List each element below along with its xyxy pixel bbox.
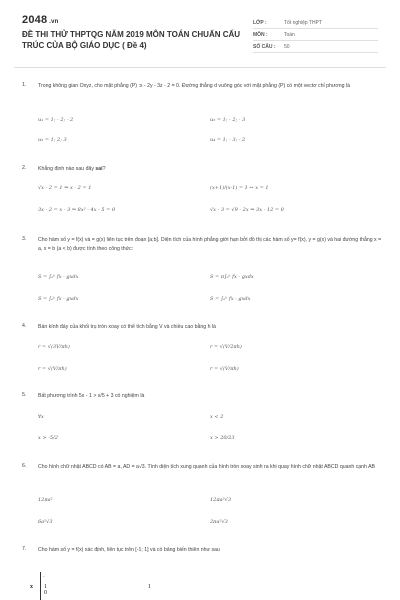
answer-c[interactable]: S = ∫ₐᵇ fx - gxdx [38,296,79,302]
question-3 [22,236,382,254]
question-2 [22,165,382,174]
meta-value: Tốt nghiệp THPT [284,19,322,26]
answer-a[interactable]: ∀x [38,414,44,420]
question-number: 6. [22,463,27,469]
answer-d[interactable]: S = ∫ₐᵇ fx - gxdx [210,296,251,302]
table-divider [40,572,41,600]
question-4 [22,323,382,332]
answer-b[interactable]: (x+1)/(x-1) = 1 ↔ x = 1 [210,185,269,191]
answer-b[interactable]: u₂ = 1; - 2; - 3 [210,117,246,123]
answer-d[interactable]: r = √(V/πh) [210,366,239,372]
question-number: 7. [22,546,27,552]
answer-c[interactable]: 3x - 2 = x - 3 ⇒ 8x² - 4x - 5 = 0 [38,207,116,213]
question-emphasis: sai [95,166,103,172]
question-number: 1. [22,82,27,88]
question-number: 5. [22,392,27,398]
question-text: Cho hàm số y = f(x) và = g(x) liên tục trên đoạn [a;b]. Diện tích của hình phẳng giới hạn bởi đồ thị các hàm số y= f(x), y = g(x) và hai đường thẳng x = a, x = b (a < b) được tính theo công thức: [38,237,382,252]
table-x-label: x [30,584,33,590]
question-text: Trong không gian Oxyz, cho mặt phẳng (P) :x - 2y - 3z - 2 = 0. Đường thẳng d vuông góc với mặt phẳng (P) có một vectơ chỉ phương là [38,83,351,89]
question-text: Cho hình chữ nhật ABCD có AB = a, AD = a√3. Tính diện tích xung quanh của hình tròn xoay sinh ra khi quay hình chữ nhật ABCD quanh cạnh AB [38,464,376,470]
table-dash: - [43,574,45,579]
answer-a[interactable]: r = √(3V/πh) [38,344,70,350]
answer-a[interactable]: 12πa² [38,497,53,503]
meta-label: MÔN : [253,31,268,38]
question-text: Cho hàm số y = f(x) xác định, liên tục trên [-1; 1] và có bảng biến thiên như sau [38,547,220,553]
meta-class-row [253,17,378,29]
exam-title: ĐỀ THI THỬ THPTQG NĂM 2019 MÔN TOÁN CHUẨN CẤU TRÚC CỦA BỘ GIÁO DỤC ( Đề 4) [22,30,241,50]
meta-label: LỚP : [253,19,267,26]
question-1 [22,82,382,91]
table-value: 1 0 [44,584,47,596]
meta-subject-row [253,29,378,41]
question-7 [22,546,382,555]
answer-c[interactable]: x > -5/2 [38,435,58,441]
question-5 [22,392,382,401]
answer-d[interactable]: u₄ = 1; - 3; - 2 [210,137,246,143]
question-text: Bất phương trình 5x - 1 > x/5 + 3 có nghiệm là [38,393,145,399]
question-text-end: ? [102,166,106,172]
meta-count-row [253,41,378,53]
question-6 [22,463,382,472]
answer-b[interactable]: 12πa²√3 [210,497,232,503]
question-text: Bán kính đáy của khối trụ tròn xoay có thể tích bằng V và chiều cao bằng h là [38,324,216,330]
answer-b[interactable]: S = π∫ₐᵇ fx - gxdx [210,274,254,280]
question-text: Khẳng định nào sau đây [38,166,96,172]
logo-text: 2048 [22,14,48,26]
answer-d[interactable]: √x - 3 = √9 - 2x ⇒ 3x - 12 = 0 [210,207,284,213]
answer-b[interactable]: r = √(V/2πh) [210,344,242,350]
header-divider [14,67,386,68]
exam-meta [253,17,378,53]
answer-d[interactable]: 2πa²√3 [210,519,228,525]
meta-label: SỐ CÂU : [253,43,276,50]
answer-a[interactable]: √x - 2 = 1 ⇒ x - 2 = 1 [38,185,92,191]
answer-b[interactable]: x < 2 [210,414,224,420]
question-number: 3. [22,236,27,242]
answer-c[interactable]: u₃ = 1; 2; 3 [38,137,67,143]
answer-c[interactable]: 6a²√3 [38,519,53,525]
meta-value: Toán [284,31,295,38]
meta-value: 50 [284,43,290,50]
answer-d[interactable]: x > 20/23 [210,435,235,441]
logo-suffix: .vn [49,19,59,25]
table-value: 1 [148,584,151,590]
answer-c[interactable]: r = √(V/πh) [38,366,67,372]
answer-a[interactable]: u₁ = 1; - 2; - 2 [38,117,74,123]
site-logo[interactable] [22,14,59,26]
question-number: 4. [22,323,27,329]
question-number: 2. [22,165,27,171]
answer-a[interactable]: S = ∫ₐᵇ fx - gxdx [38,274,79,280]
